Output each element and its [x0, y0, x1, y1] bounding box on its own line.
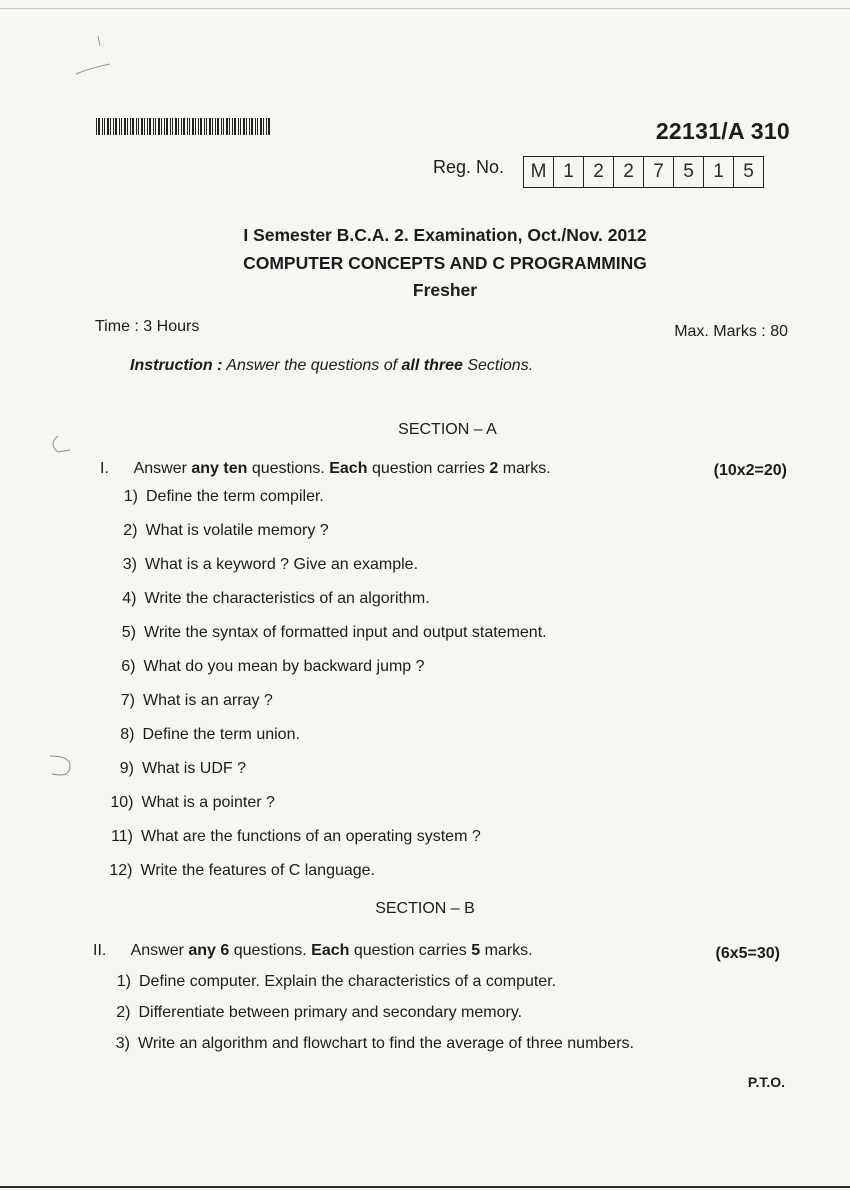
question-number: 8)	[120, 726, 135, 743]
intro-text: questions.	[251, 460, 325, 477]
question-number: 1)	[116, 973, 131, 990]
scan-mark-top-left	[70, 30, 120, 80]
question-item	[103, 973, 556, 991]
reg-no-digit: 5	[743, 161, 754, 182]
question-number: 4)	[122, 590, 137, 607]
question-item	[106, 794, 275, 812]
instruction-bold: all three	[401, 357, 463, 374]
intro-bold: Each	[329, 460, 368, 477]
intro-bold: 2	[489, 460, 499, 477]
question-text: What are the functions of an operating system ?	[141, 828, 481, 845]
intro-bold: 5	[471, 942, 481, 959]
question-number: 2)	[116, 1004, 131, 1021]
exam-duration: Time : 3 Hours	[95, 318, 200, 335]
question-item	[105, 862, 376, 880]
question-number: 6)	[121, 658, 136, 675]
question-text: Define computer. Explain the characteristics of a computer.	[139, 973, 557, 990]
pto-label: P.T.O.	[747, 1074, 785, 1090]
reg-no-digit: M	[524, 157, 554, 187]
reg-no-digit: 1	[704, 157, 734, 187]
question-text: What is a keyword ? Give an example.	[145, 556, 419, 573]
instruction-text: Answer the questions of	[226, 357, 398, 374]
paper-code: 22131/A 310	[655, 118, 790, 144]
question-text: What is a pointer ?	[141, 794, 275, 811]
intro-text: marks.	[502, 460, 551, 477]
intro-text: question carries	[371, 460, 485, 477]
intro-text: question carries	[353, 942, 467, 959]
instruction	[130, 357, 533, 375]
question-item	[106, 760, 246, 778]
reg-no-digit: 5	[674, 157, 704, 187]
subject-title: COMPUTER CONCEPTS AND C PROGRAMMING	[243, 253, 647, 273]
question-item	[109, 556, 418, 574]
max-marks: Max. Marks : 80	[674, 323, 788, 340]
intro-text: questions.	[233, 942, 307, 959]
question-item	[110, 488, 324, 506]
question-text: Write the characteristics of an algorithm.	[144, 590, 430, 607]
question-text: Write an algorithm and flowchart to find the average of three numbers.	[138, 1035, 634, 1052]
intro-text: marks.	[484, 942, 533, 959]
question-number: 3)	[122, 556, 137, 573]
scan-mark-left-2	[40, 752, 76, 782]
intro-text: Answer	[133, 460, 187, 477]
question-item	[103, 1004, 523, 1022]
question-number: 5)	[121, 624, 136, 641]
reg-no-digit: 2	[614, 157, 644, 187]
question-item	[108, 658, 425, 676]
reg-no-digit: 7	[644, 157, 674, 187]
question-number: 11)	[111, 828, 133, 845]
exam-title: I Semester B.C.A. 2. Examination, Oct./Nov. 2012	[243, 225, 647, 245]
question-text: Write the syntax of formatted input and output statement.	[144, 624, 547, 641]
reg-no-boxes	[523, 156, 764, 188]
question-item	[107, 692, 273, 710]
barcode	[96, 118, 272, 135]
question-text: What do you mean by backward jump ?	[143, 658, 425, 675]
question-number: 3)	[115, 1035, 130, 1052]
question-number: 9)	[119, 760, 134, 777]
question-item	[110, 522, 329, 540]
bottom-rule	[0, 1186, 850, 1188]
question-text: Differentiate between primary and secondary memory.	[138, 1004, 523, 1021]
question-number: 10)	[110, 794, 134, 811]
question-text: What is volatile memory ?	[145, 522, 329, 539]
question-text: Define the term compiler.	[146, 488, 324, 505]
section-b-marks: (6x5=30)	[715, 945, 780, 962]
question-number: 7)	[120, 692, 135, 709]
section-b-intro	[93, 942, 533, 960]
question-number: 12)	[109, 862, 133, 879]
intro-bold: Each	[311, 942, 350, 959]
instruction-text-end: Sections.	[467, 357, 534, 374]
question-item	[109, 590, 430, 608]
question-item	[105, 828, 481, 846]
question-item	[102, 1035, 634, 1053]
section-a-roman: I.	[100, 460, 109, 477]
instruction-label: Instruction :	[130, 357, 223, 374]
intro-text: Answer	[130, 942, 184, 959]
section-a-heading: SECTION – A	[398, 421, 497, 438]
section-a-marks: (10x2=20)	[713, 462, 787, 479]
reg-no-label: Reg. No.	[433, 157, 505, 177]
top-rule	[0, 8, 850, 9]
section-b-heading: SECTION – B	[375, 900, 475, 917]
question-number: 1)	[123, 488, 138, 505]
question-text: Write the features of C language.	[140, 862, 376, 879]
question-text: What is UDF ?	[142, 760, 247, 777]
section-b-roman: II.	[93, 942, 107, 959]
reg-no-digit: 2	[584, 157, 614, 187]
question-text: What is an array ?	[143, 692, 273, 709]
intro-bold: any 6	[188, 942, 230, 959]
reg-no-digit: 1	[554, 157, 584, 187]
question-text: Define the term union.	[142, 726, 300, 743]
question-item	[108, 624, 547, 642]
intro-bold: any ten	[191, 460, 248, 477]
question-item	[107, 726, 300, 744]
section-a-intro	[100, 460, 551, 478]
exam-type: Fresher	[412, 280, 478, 300]
question-number: 2)	[123, 522, 138, 539]
